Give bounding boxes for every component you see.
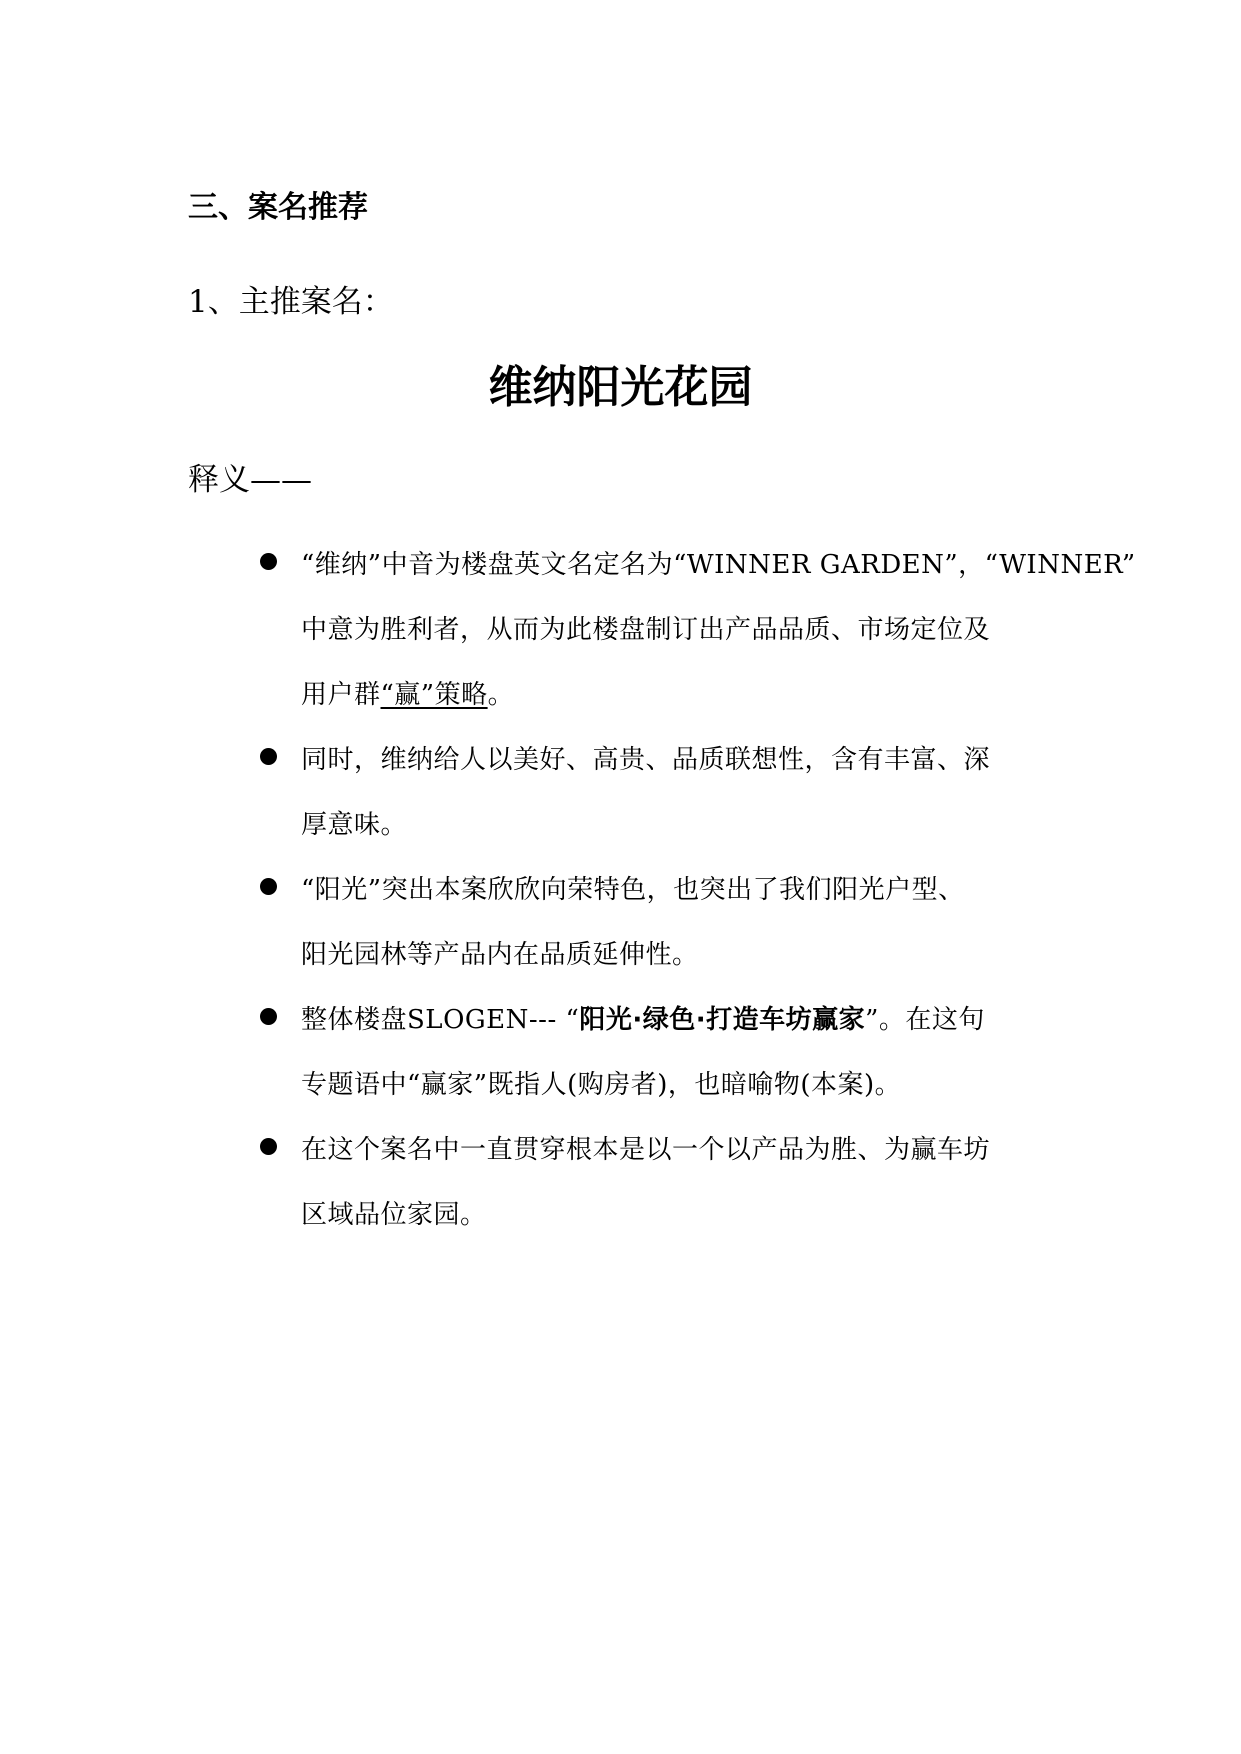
bullet-list [250, 533, 1136, 1248]
bullet-line-with-underline [301, 663, 1090, 728]
bullet-line: “阳光”突出本案欣欣向荣特色，也突出了我们阳光户型、 [301, 875, 965, 905]
text-span: 整体楼盘SLOGEN--- “ [301, 1005, 580, 1035]
underlined-phrase: “赢”策略 [380, 680, 488, 710]
main-title: 维纳阳光花园 [488, 362, 753, 413]
bullet-dot-icon [260, 1008, 277, 1025]
bullet-line: 厚意味。 [301, 810, 408, 840]
bullet-line: “维纳”中音为楼盘英文名定名为“WINNER GARDEN”，“WINNER” [301, 550, 1136, 580]
bullet-line-with-slogan [301, 988, 1090, 1053]
bullet-line: 在这个案名中一直贯穿根本是以一个以产品为胜、为赢车坊 [301, 1135, 991, 1165]
slogan-text: 阳光·绿色·打造车坊赢家 [579, 1005, 866, 1035]
text-span: 用户群 [301, 680, 381, 710]
bullet-dot-icon [260, 553, 277, 570]
bullet-line: 阳光园林等产品内在品质延伸性。 [301, 940, 699, 970]
bullet-line: 中意为胜利者，从而为此楼盘制订出产品品质、市场定位及 [301, 615, 991, 645]
bullet-item-4 [250, 988, 1090, 1118]
bullet-item-3 [250, 858, 1090, 988]
text-span: ”。在这句 [865, 1005, 985, 1035]
section-heading: 三、案名推荐 [188, 190, 368, 225]
bullet-line: 专题语中“赢家”既指人(购房者)，也暗喻物(本案)。 [301, 1070, 902, 1100]
bullet-dot-icon [260, 748, 277, 765]
bullet-line: 同时，维纳给人以美好、高贵、品质联想性，含有丰富、深 [301, 745, 991, 775]
sub-heading: 1、主推案名： [188, 284, 394, 320]
bullet-item-1 [250, 533, 1136, 728]
bullet-item-2 [250, 728, 1090, 858]
bullet-dot-icon [260, 1138, 277, 1155]
intro-label: 释义—— [188, 462, 312, 498]
bullet-line: 区域品位家园。 [301, 1200, 487, 1230]
text-span: 。 [487, 680, 515, 710]
bullet-item-5 [250, 1118, 1090, 1248]
bullet-dot-icon [260, 878, 277, 895]
